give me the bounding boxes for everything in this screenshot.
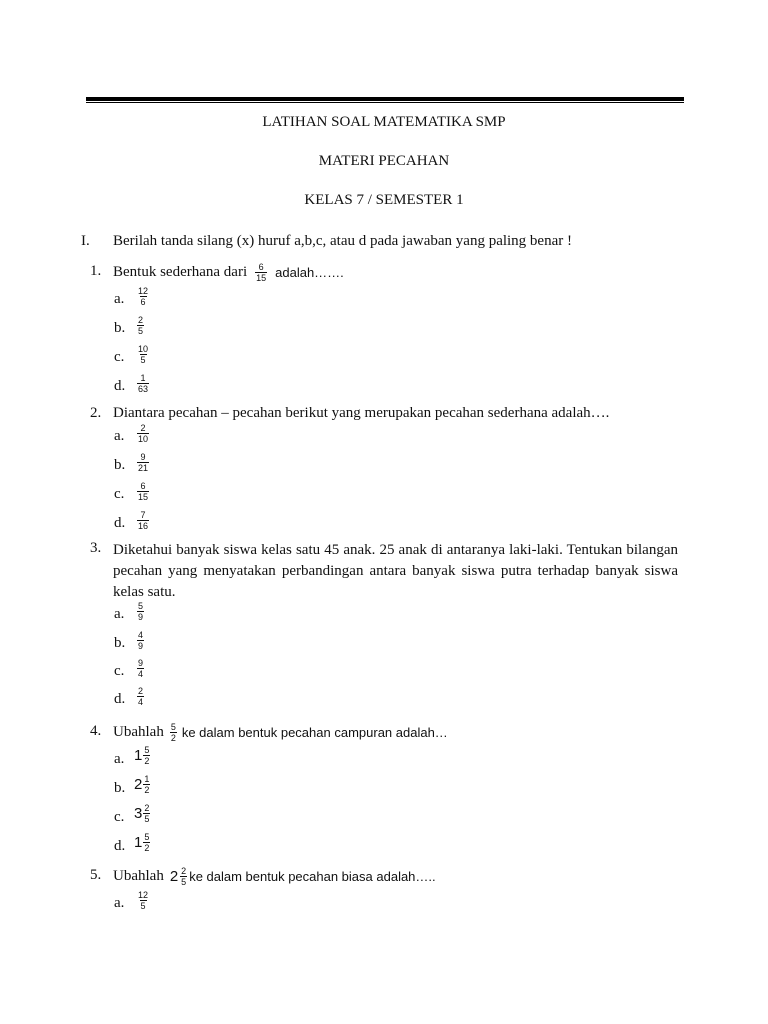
q3-option-a-label: a. (114, 606, 125, 622)
q3-option-b-label: b. (114, 635, 126, 651)
q2-option-d-label: d. (114, 515, 126, 531)
q4-text-post: ke dalam bentuk pecahan campuran adalah… (181, 724, 448, 740)
q4-stem (113, 716, 448, 748)
q2-option-c-label: c. (114, 486, 125, 502)
fraction-num: 2 (138, 315, 144, 325)
q1-option-a-label: a. (114, 291, 125, 307)
header-rule-thin (86, 102, 684, 103)
q5-fraction (180, 866, 187, 887)
q3-option-d (137, 686, 144, 707)
q5-stem (113, 860, 436, 892)
q1-fraction (255, 262, 267, 283)
q4-option-c-label: c. (114, 809, 125, 825)
q2-option-a-label: a. (114, 428, 125, 444)
fraction-den: 21 (138, 463, 149, 473)
mixed-whole: 3 (134, 805, 143, 822)
fraction-den: 5 (140, 355, 146, 365)
q5-mixed-whole: 2 (169, 867, 179, 885)
q2-option-c (137, 481, 149, 502)
fraction-den: 6 (140, 297, 146, 307)
fraction-den: 2 (144, 756, 150, 766)
fraction-num: 12 (138, 286, 149, 296)
fraction-num: 7 (140, 510, 146, 520)
q5-option-a (137, 890, 149, 911)
q4-option-d-label: d. (114, 838, 126, 854)
q5-text-post: ke dalam bentuk pecahan biasa adalah….. (189, 868, 436, 884)
fraction-num: 5 (138, 601, 144, 611)
fraction-num: 6 (140, 481, 146, 491)
q4-option-d (134, 832, 153, 853)
q5-fraction-num: 2 (181, 865, 187, 876)
q5-text-pre: Ubahlah (113, 867, 164, 884)
q4-fraction-den: 2 (170, 732, 176, 743)
fraction-den: 4 (138, 669, 144, 679)
fraction-num: 5 (144, 832, 150, 842)
q1-fraction-den: 15 (256, 272, 267, 283)
q1-number: 1. (90, 263, 102, 279)
fraction-den: 2 (144, 785, 150, 795)
q3-option-c (137, 658, 144, 679)
fraction-num: 2 (140, 423, 146, 433)
q1-option-b-label: b. (114, 320, 126, 336)
q1-text-pre: Bentuk sederhana dari (113, 263, 248, 280)
q4-number: 4. (90, 723, 102, 739)
fraction-den: 10 (138, 434, 149, 444)
q3-number: 3. (90, 540, 102, 556)
q2-text: Diantara pecahan – pecahan berikut yang merupakan pecahan sederhana adalah…. (113, 405, 610, 421)
fraction-num: 12 (138, 890, 149, 900)
doc-subtitle: MATERI PECAHAN (318, 153, 450, 169)
q4-fraction (170, 722, 177, 743)
fraction-num: 9 (138, 658, 144, 668)
fraction-den: 63 (138, 384, 149, 394)
fraction-num: 5 (144, 745, 150, 755)
fraction-den: 5 (138, 326, 144, 336)
fraction-den: 16 (138, 521, 149, 531)
fraction-num: 1 (140, 373, 146, 383)
q1-text-post: adalah……. (275, 264, 344, 280)
mixed-whole: 1 (134, 747, 143, 764)
fraction-den: 9 (138, 612, 144, 622)
q4-text-pre: Ubahlah (113, 723, 164, 740)
fraction-num: 2 (144, 803, 150, 813)
q1-option-c-label: c. (114, 349, 125, 365)
header-rule-thick (86, 97, 684, 101)
section-numeral: I. (81, 233, 90, 249)
q1-option-c (137, 344, 149, 365)
q3-option-c-label: c. (114, 663, 125, 679)
fraction-den: 9 (138, 641, 144, 651)
q2-option-b (137, 452, 149, 473)
mixed-whole: 1 (134, 834, 143, 851)
doc-class: KELAS 7 / SEMESTER 1 (304, 192, 464, 208)
q3-option-a (137, 601, 144, 622)
q4-option-b-label: b. (114, 780, 126, 796)
q1-option-b (137, 315, 144, 336)
q3-text: Diketahui banyak siswa kelas satu 45 anak. 25 anak di antaranya laki-laki. Tentukan bilangan pecahan yang menyatakan perbandingan antara banyak siswa putra terhadap banyak siswa kelas satu. (113, 542, 678, 600)
fraction-den: 4 (138, 697, 144, 707)
q5-fraction-den: 5 (181, 876, 187, 887)
q2-option-b-label: b. (114, 457, 126, 473)
mixed-whole: 2 (134, 776, 143, 793)
fraction-num: 1 (144, 774, 150, 784)
q1-option-a (137, 286, 149, 307)
fraction-den: 2 (144, 843, 150, 853)
fraction-den: 15 (138, 492, 149, 502)
q3-option-d-label: d. (114, 691, 126, 707)
q1-option-d (137, 373, 149, 394)
q2-option-d (137, 510, 149, 531)
q4-option-b (134, 774, 153, 795)
fraction-den: 5 (144, 814, 150, 824)
q1-stem (113, 256, 344, 288)
fraction-den: 5 (140, 901, 146, 911)
fraction-num: 4 (138, 630, 144, 640)
q4-fraction-num: 5 (170, 721, 176, 732)
q1-fraction-num: 6 (258, 261, 264, 272)
fraction-num: 10 (138, 344, 149, 354)
fraction-num: 9 (140, 452, 146, 462)
q5-number: 5. (90, 867, 102, 883)
q4-option-a-label: a. (114, 751, 125, 767)
q1-option-d-label: d. (114, 378, 126, 394)
q3-option-b (137, 630, 144, 651)
fraction-num: 2 (138, 686, 144, 696)
q2-option-a (137, 423, 149, 444)
q4-option-c (134, 803, 153, 824)
doc-title: LATIHAN SOAL MATEMATIKA SMP (262, 114, 506, 130)
q4-option-a (134, 745, 153, 766)
q2-number: 2. (90, 405, 102, 421)
q5-option-a-label: a. (114, 895, 125, 911)
section-instruction: Berilah tanda silang (x) huruf a,b,c, atau d pada jawaban yang paling benar ! (113, 233, 572, 249)
